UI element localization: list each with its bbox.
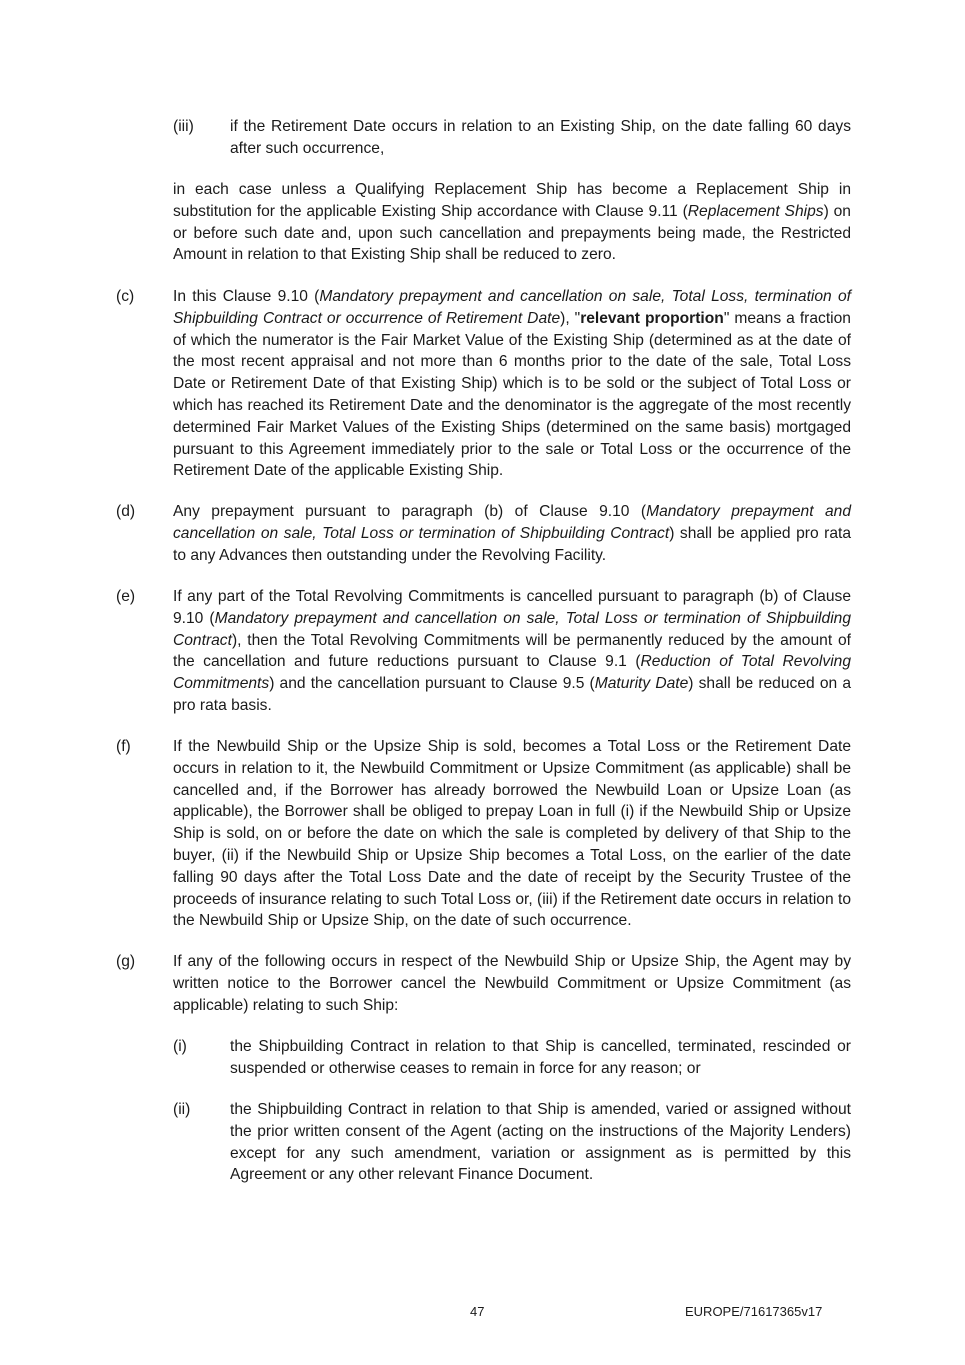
page-number: 47 — [470, 1304, 485, 1319]
c-text-1: In this Clause 9.10 ( — [173, 288, 320, 305]
item-text-iii: if the Retirement Date occurs in relation to an Existing Ship, on the date falling 60 days after such occurrence, — [230, 118, 851, 157]
e-text-1: If any part of the Total Revolving Commitments is cancelled pursuant to paragraph (b) of Clause 9.10 ( — [173, 588, 851, 627]
d-text-1: Any prepayment pursuant to paragraph (b) of Clause 9.10 ( — [173, 503, 647, 520]
item-text-g-ii: the Shipbuilding Contract in relation to that Ship is amended, varied or assigned without the prior written consent of the Agent (acting on the instructions of the Majority Lenders) except for any such amendment, variation or assignment as is permitted by this Agreement or any other relevant Finance Document. — [230, 1101, 851, 1184]
item-label-g-ii: (ii) — [173, 1101, 191, 1118]
paragraph-label-g: (g) — [116, 953, 136, 970]
paragraph-c — [173, 286, 851, 482]
e-italic-1: Mandatory prepayment and cancellation on sale, Total Loss or termination of Shipbuilding Contract — [173, 609, 851, 649]
e-text-2: ), then the Total Revolving Commitments will be permanently reduced by the amount of the cancellation and future reductions pursuant to Clause 9.1 ( — [173, 631, 851, 671]
paragraph-d — [173, 501, 851, 566]
tail-text-1: in each case unless a Qualifying Replacement Ship has become a Replacement Ship in substitution for the applicable Existing Ship accordance with Clause 9.11 ( — [173, 181, 851, 220]
e-italic-2: Reduction of Total Revolving Commitments — [173, 653, 851, 693]
paragraph-f: If the Newbuild Ship or the Upsize Ship is sold, becomes a Total Loss or the Retirement Date occurs in relation to it, the Newbuild Commitment or Upsize Commitment (as applicable) shall be cancelled and, if the Borrower has already borrowed the Newbuild Loan or Upsize Loan (as applicable), the Borrower shall be obliged to prepay Loan in full (i) if the Newbuild Ship or Upsize Ship is sold, on or before the date on which the sale is completed by delivery of that Ship to the buyer, (ii) if the Newbuild Ship or Upsize Ship becomes a Total Loss, on the earlier of the date falling 90 days after the Total Loss Date and the date of receipt by the Security Trustee of the proceeds of insurance relating to such Total Loss or, (iii) if the Retirement date occurs in relation to the Newbuild Ship or Upsize Ship, on the date of such occurrence. — [173, 738, 851, 930]
c-italic-1: Mandatory prepayment and cancellation on sale, Total Loss, termination of Shipbuilding Contract or occurrence of Retirement Date — [173, 288, 851, 327]
d-text-2: ) shall be applied pro rata to any Advances then outstanding under the Revolving Facility. — [173, 524, 851, 564]
e-text-4: ) shall be reduced on a pro rata basis. — [173, 675, 851, 714]
c-text-2: ), " — [560, 309, 581, 327]
c-bold-term: relevant proportion — [580, 309, 724, 327]
item-label-iii: (iii) — [173, 118, 194, 135]
paragraph-label-c: (c) — [116, 288, 135, 305]
e-text-3: ) and the cancellation pursuant to Clause 9.5 ( — [269, 675, 595, 693]
tail-text-2: ) on or before such date and, upon such cancellation and prepayments being made, the Restricted Amount in relation to that Existing Ship shall be reduced to zero. — [173, 202, 851, 264]
paragraph-label-f: (f) — [116, 738, 131, 755]
paragraph-label-e: (e) — [116, 588, 136, 605]
document-reference: EUROPE/71617365v17 — [685, 1304, 823, 1319]
item-text-g-i: the Shipbuilding Contract in relation to that Ship is cancelled, terminated, rescinded or suspended or otherwise ceases to remain in force for any reason; or — [230, 1038, 851, 1077]
paragraph-tail — [173, 179, 851, 266]
tail-italic-1: Replacement Ships — [687, 202, 824, 220]
d-italic-1: Mandatory prepayment and cancellation on sale, Total Loss or termination of Shipbuilding Contract — [173, 503, 851, 542]
e-italic-3: Maturity Date — [594, 675, 689, 693]
paragraph-e — [173, 586, 851, 717]
c-text-3: " means a fraction of which the numerator is the Fair Market Value of the Existing Ship (determined as at the date of the most recent appraisal and not more than 6 months prior to the date of the sale, Total Loss Date or Retirement Date of that Existing Ship) which is to be sold or the subject of Total Loss or which has reached its Retirement Date and the denominator is the aggregate of the most recently determined Fair Market Values of the Existing Ships (determined on the same basis) mortgaged pursuant to this Agreement immediately prior to the sale or Total Loss or the occurrence of the Retirement Date of the applicable Existing Ship. — [173, 309, 851, 480]
paragraph-label-d: (d) — [116, 503, 136, 520]
item-label-g-i: (i) — [173, 1038, 187, 1055]
paragraph-g: If any of the following occurs in respect of the Newbuild Ship or Upsize Ship, the Agent may by written notice to the Borrower cancel the Newbuild Commitment or Upsize Commitment (as applicable) relating to such Ship: — [173, 953, 851, 1014]
